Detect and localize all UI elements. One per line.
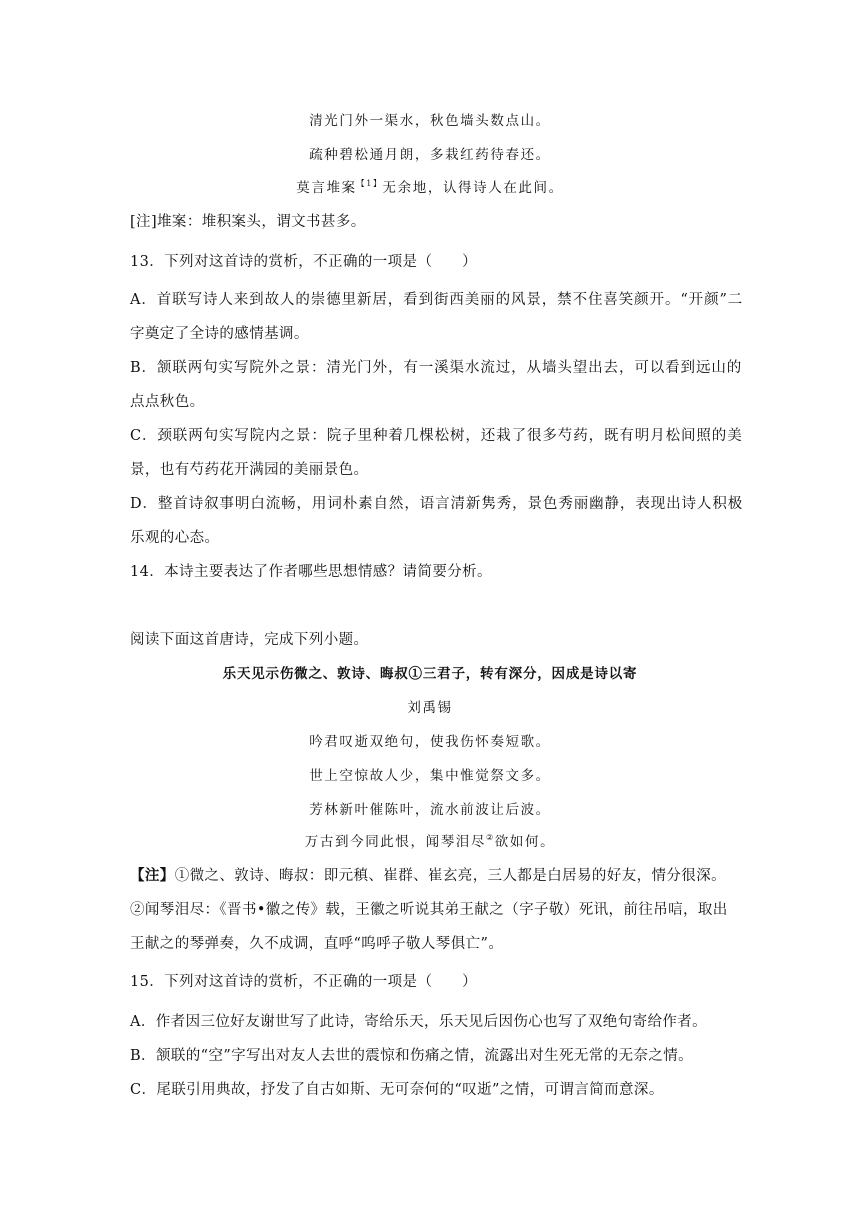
- footnote-marker: 【1】: [356, 179, 383, 188]
- question-13-stem: 13．下列对这首诗的赏析，不正确的一项是（ ）: [130, 254, 478, 270]
- poem2-line: 世上空惊故人少，集中惟觉祭文多。: [309, 768, 551, 784]
- footnote-marker: ②: [486, 833, 495, 842]
- option-b: B．颔联两句实写院外之景：清光门外，有一溪渠水流过，从墙头望出去，可以看到远山的: [130, 360, 743, 376]
- poem1-line: 疏种碧松通月朗，多栽红药待春还。: [309, 147, 551, 163]
- option-c-cont: 景，也有芍药花开满园的美丽景色。: [130, 462, 369, 478]
- option-c: C．尾联引用典故，抒发了自古如斯、无可奈何的“叹逝”之情，可谓言简而意深。: [130, 1082, 664, 1098]
- poem2-line4-text: 万古到今同此恨，闻琴泪尽: [304, 834, 486, 850]
- poem1-line3-text: 莫言堆案: [296, 180, 357, 196]
- question-15-stem: 15．下列对这首诗的赏析，不正确的一项是（ ）: [130, 974, 478, 990]
- poem2-note: 王献之的琴弹奏，久不成调，直呼“呜呼子敬人琴俱亡”。: [130, 936, 504, 952]
- poem2-line: [0, 832, 860, 852]
- poem1-line: 清光门外一渠水，秋色墙头数点山。: [309, 113, 551, 129]
- option-b: B．颔联的“空”字写出对友人去世的震惊和伤痛之情，流露出对生死无常的无奈之情。: [130, 1048, 694, 1064]
- poem2-note: ②闻琴泪尽：《晋书•徽之传》载，王徽之听说其弟王献之（字子敬）死讯，前往吊唁，取出: [130, 902, 728, 918]
- poem1-line: [0, 178, 860, 198]
- option-b-cont: 点点秋色。: [130, 394, 205, 410]
- option-a-cont: 字奠定了全诗的感情基调。: [130, 326, 309, 342]
- option-c: C．颈联两句实写院内之景：院子里种着几棵松树，还栽了很多芍药，既有明月松间照的美: [130, 428, 743, 444]
- poem2-title: 乐天见示伤微之、敦诗、晦叔①三君子，转有深分，因成是诗以寄: [222, 666, 638, 682]
- poem2-author: 刘禹锡: [407, 700, 453, 716]
- question-14-stem: 14．本诗主要表达了作者哪些思想情感？请简要分析。: [130, 564, 492, 580]
- option-a: A．首联写诗人来到故人的崇德里新居，看到街西美丽的风景，禁不住喜笑颜开。“开颜”二: [130, 292, 744, 308]
- option-a: A．作者因三位好友谢世写了此诗，寄给乐天，乐天见后因伤心也写了双绝句寄给作者。: [130, 1014, 708, 1030]
- poem2-note: [130, 866, 726, 886]
- note-label: 【注】: [130, 867, 175, 884]
- section-intro: 阅读下面这首唐诗，完成下列小题。: [130, 632, 369, 648]
- poem1-line3-text: 无余地，认得诗人在此间。: [382, 180, 564, 196]
- option-d: D．整首诗叙事明白流畅，用词朴素自然，语言清新隽秀，景色秀丽幽静，表现出诗人积极: [130, 496, 744, 512]
- poem2-line: 芳林新叶催陈叶，流水前波让后波。: [309, 802, 551, 818]
- poem1-note: [注]堆案：堆积案头，谓文书甚多。: [130, 214, 366, 230]
- poem2-line4-text: 欲如何。: [494, 834, 556, 850]
- option-d-cont: 乐观的心态。: [130, 530, 220, 546]
- poem2-line: 吟君叹逝双绝句，使我伤怀奏短歌。: [309, 734, 551, 750]
- note-text: ①微之、敦诗、晦叔：即元稹、崔群、崔玄亮，三人都是白居易的好友，情分很深。: [174, 868, 726, 884]
